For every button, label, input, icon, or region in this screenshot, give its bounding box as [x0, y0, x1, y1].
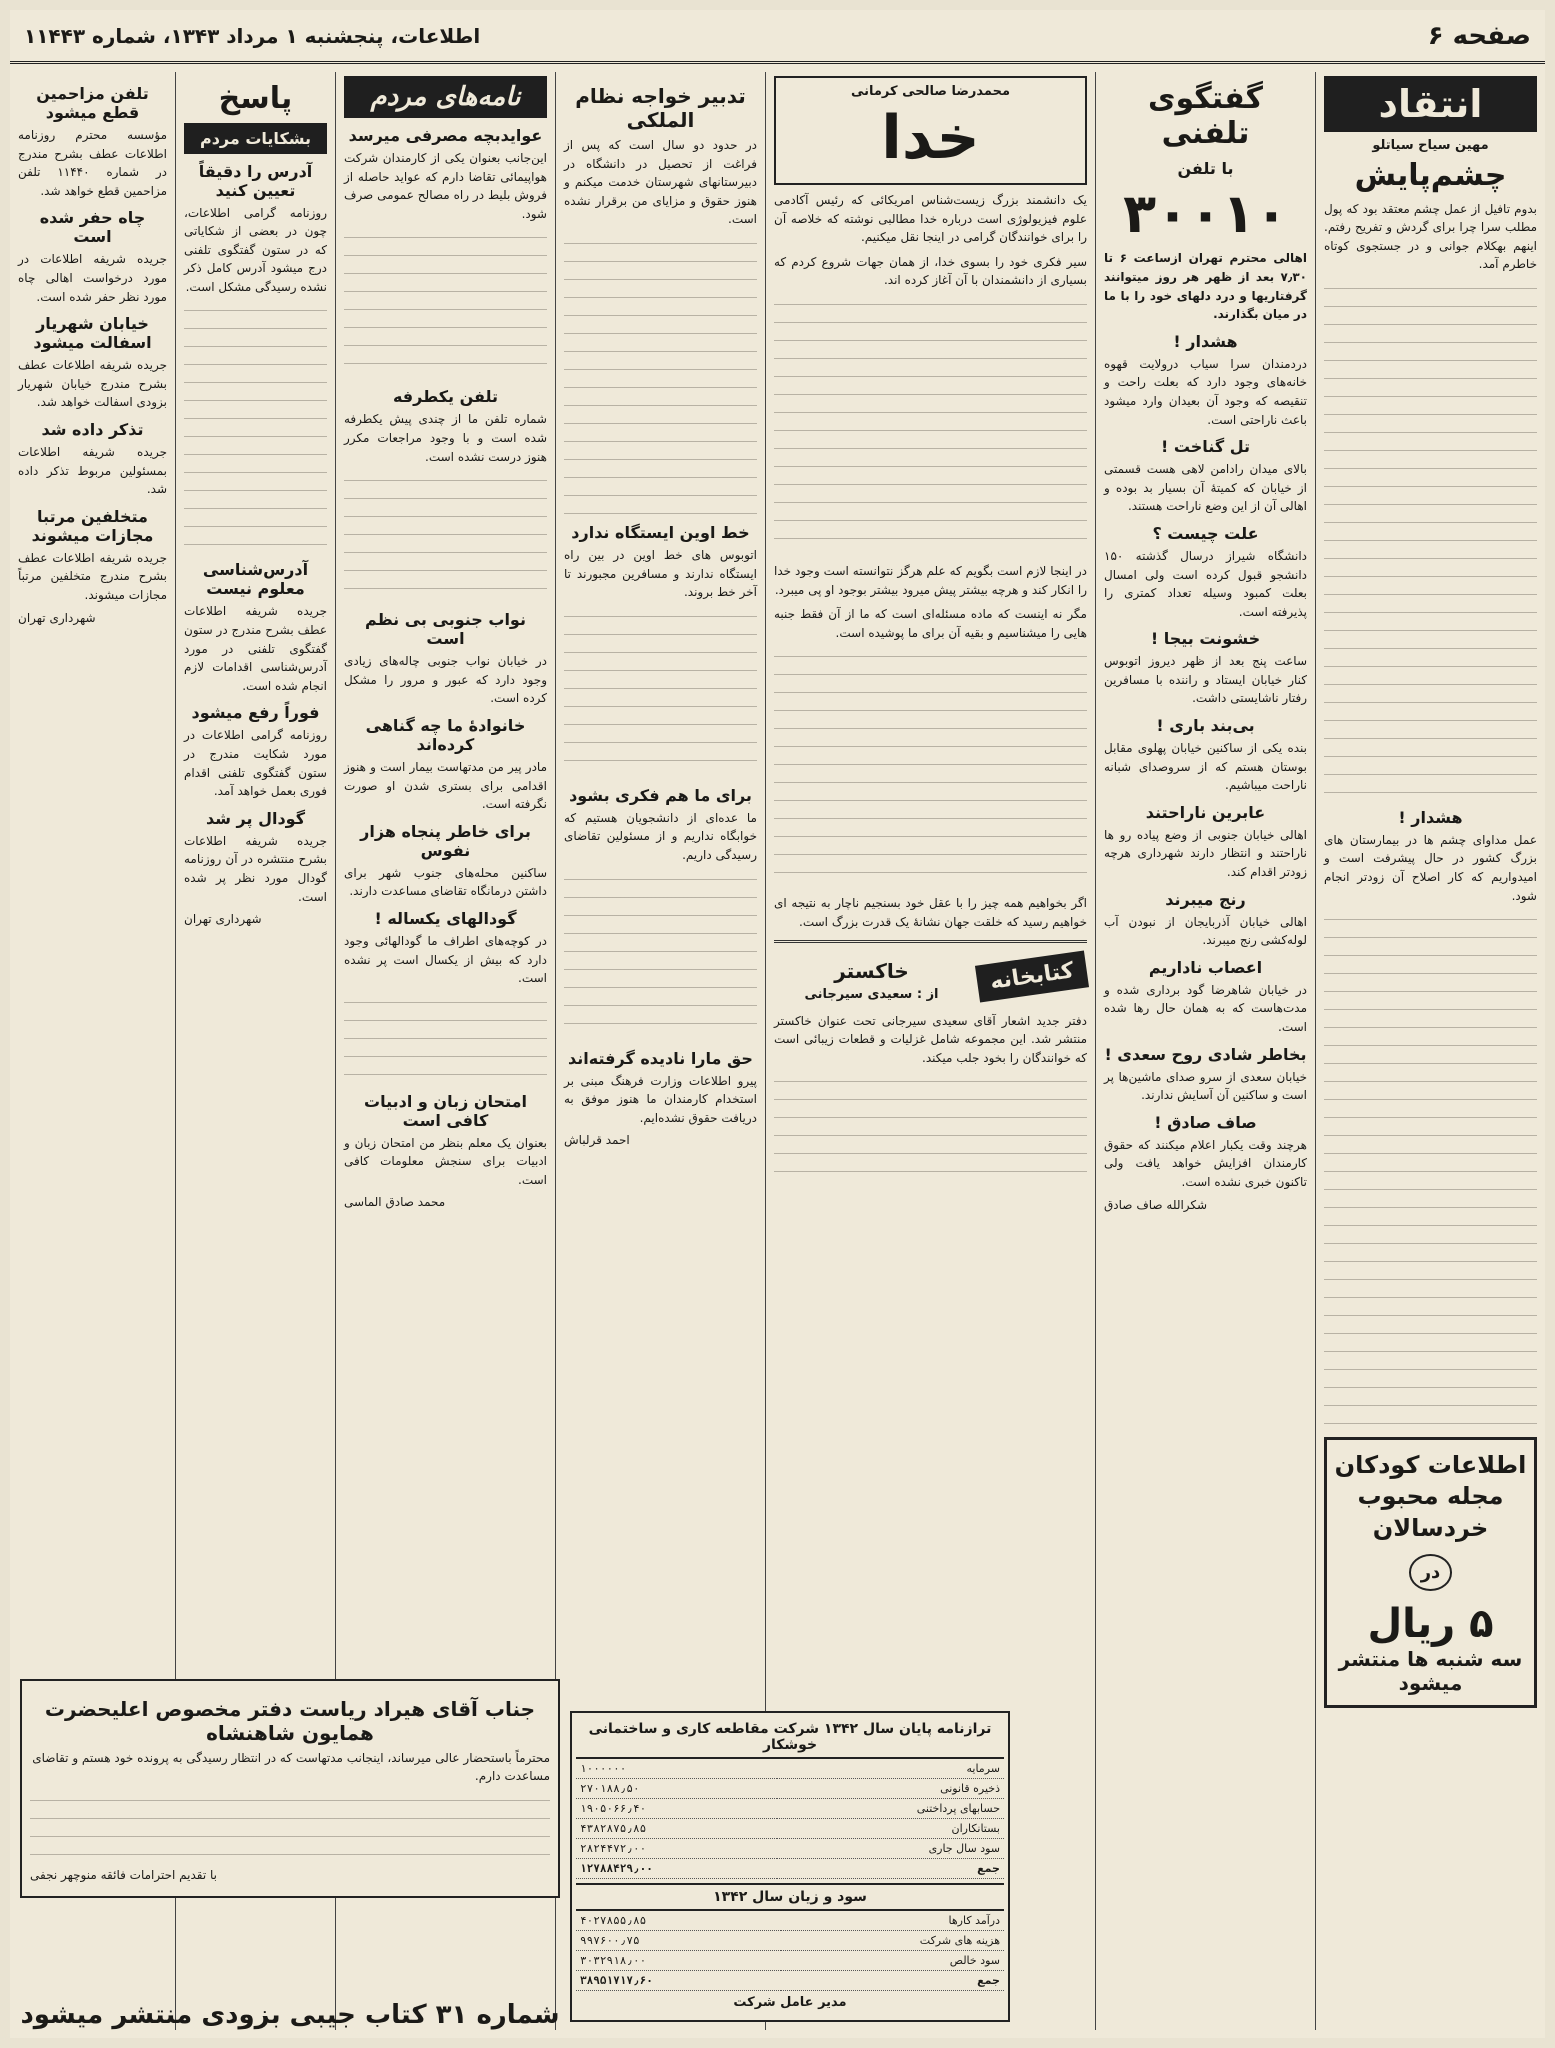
- left-b4: جریده شریفه اطلاعات بمسئولین مربوط تذکر داده شد.: [18, 444, 167, 497]
- response-b1: روزنامه گرامی اطلاعات، چون در بعضی از شکایاتی که در ستون گفتگوی تلفنی درج میشود آدرس کامل ذکر نشده رسیدگی مشکل است.: [184, 205, 327, 294]
- kids-ad-title: اطلاعات کودکان مجله محبوب خردسالان: [1334, 1451, 1527, 1542]
- phone-number: ۳۰۰۱۰: [1123, 182, 1288, 245]
- kids-ad-price: ۵ ریال: [1367, 1600, 1494, 1647]
- notice-text-block: [30, 1792, 550, 1862]
- left-signature: شهرداری تهران: [18, 610, 96, 625]
- letters-badge: نامه‌های مردم: [344, 76, 547, 118]
- response-b2: جریده شریفه اطلاعات عطف بشرح مندرج در ستون گفتگوی تلفنی در مورد آدرس‌شناسی اقدامات لازم انجام شده است.: [184, 604, 327, 693]
- column-phone: [1095, 72, 1315, 2030]
- enteghad-title: چشم‌پایش: [1354, 158, 1507, 193]
- pl-title: سود و زیان سال ۱۳۴۲: [576, 1883, 1004, 1911]
- left-t3: خیابان شهریار اسفالت میشود: [33, 314, 152, 353]
- table-row: ذخیره قانونی ۲۷۰۱۸۸٫۵۰: [576, 1779, 1004, 1799]
- enteghad-text-block-2: [1324, 911, 1537, 1431]
- nezam-signature: احمد قرلباش: [564, 1133, 630, 1148]
- phone-b10: هرچند وقت یکبار اعلام میکنند که حقوق کارمندان افزایش خواهد یافت ولی تاکنون خبری نشده است.: [1104, 1137, 1307, 1189]
- phone-b9: خیابان سعدی از سرو صدای ماشین‌ها پر است و ساکنین آن آسایش ندارند.: [1104, 1069, 1307, 1103]
- khoda-body-4: مگر نه اینست که ماده مسئله‌ای است که ما از آن فقط جنبه هایی را میشناسیم و بقیه آن برای ما پوشیده است.: [774, 607, 1087, 640]
- phone-intro: اهالی محترم تهران ازساعت ۶ تا ۷٫۳۰ بعد از ظهر هر روز میتوانند گرفتاریها و درد دلهای خود را با ما در میان بگذارند.: [1104, 251, 1307, 322]
- letters-title-5: برای خاطر پنجاه هزار نفوس: [360, 821, 531, 860]
- finance-title: ترازنامه پایان سال ۱۳۴۲ شرکت مقاطعه کاری و ساختمانی خوشکار: [576, 1717, 1004, 1759]
- table-total-row: جمع ۱۲۷۸۸۴۲۹٫۰۰: [576, 1859, 1004, 1879]
- khoda-body-3: در اینجا لازم است بگویم که علم هرگز نتوانسته است وجود خدا را انکار کند و هرچه بیشتر پیش میرود بیشتر بوجود او پی میبرد.: [774, 563, 1087, 597]
- page-number: صفحه ۶: [1427, 20, 1531, 51]
- letters-text-block-1: [344, 229, 547, 379]
- enteghad-sub-1: هشدار !: [1398, 807, 1463, 827]
- poem-text-block: [774, 1073, 1087, 1183]
- masthead: [10, 10, 1545, 64]
- phone-s4: خشونت بیجا !: [1150, 629, 1261, 649]
- nezam-body-1: در حدود دو سال است که پس از فراغت از تحصیل در دانشگاه در دبیرستانهای شهرستان خدمت میکنم و هنوز حقوق و مزایای من برقرار نشده است.: [564, 138, 757, 227]
- response-t1: آدرس را دقیقاً تعیین کنید: [198, 161, 313, 200]
- left-b5: جریده شریفه اطلاعات عطف بشرح مندرج متخلفین مرتباً مجازات میشوند.: [18, 550, 167, 602]
- letters-title-6: گودالهای یکساله !: [374, 908, 517, 928]
- phone-b8: در خیابان شاهرضا گود برداری شده و مدت‌هاست که به همان حال رها شده است.: [1104, 982, 1307, 1035]
- response-b4: جریده شریفه اطلاعات بشرح منتشره در آن روزنامه گودال مورد نظر پر شده است.: [184, 833, 327, 904]
- letters-text-block-2: [344, 472, 547, 602]
- phone-s8: اعصاب ناداریم: [1148, 957, 1263, 977]
- phone-b7: اهالی خیابان آذربایجان از نبودن آب لوله‌کشی رنج میبرند.: [1104, 914, 1307, 948]
- left-t1: تلفن مزاحمین قطع میشود: [36, 84, 149, 122]
- phone-b5: بنده یکی از ساکنین خیابان پهلوی مقابل بوستان هستم که از سروصدای شبانه ناراحت میباشیم.: [1104, 741, 1307, 793]
- phone-s9: بخاطر شادی روح سعدی !: [1104, 1044, 1307, 1064]
- khoda-body-5: اگر بخواهیم همه چیز را با عقل خود بسنجیم ناچار به نتیجه ای خواهیم رسید که خلقت جهان نشانهٔ یک قدرت بزرگ است.: [774, 896, 1087, 929]
- left-t2: چاه حفر شده است: [39, 208, 146, 247]
- left-b2: جریده شریفه اطلاعات در مورد درخواست اهالی چاه مورد نظر حفر شده است.: [18, 252, 167, 304]
- enteghad-badge: انتقاد: [1324, 76, 1537, 132]
- enteghad-body-2: عمل مداوای چشم ها در بیمارستان های بزرگ کشور در حال پیشرفت است و امیدواریم که کار اصلاح آن زودتر انجام شود.: [1324, 832, 1537, 903]
- phone-s1: هشدار !: [1173, 331, 1238, 351]
- nezam-title-3: برای ما هم فکری بشود: [569, 785, 752, 805]
- letters-body-3: در خیابان نواب جنوبی چاله‌های زیادی وجود دارد که عبور و مرور را مشکل کرده است.: [344, 654, 547, 706]
- pocket-book-banner: شماره ۳۱ کتاب جیبی بزودی منتشر میشود: [20, 2000, 560, 2030]
- table-row: سود خالص ۳۰۳۲۹۱۸٫۰۰: [576, 1951, 1004, 1971]
- left-b1: مؤسسه محترم روزنامه اطلاعات عطف بشرح مندرج در شماره ۱۱۴۴۰ تلفن مزاحمین قطع خواهد شد.: [18, 128, 167, 198]
- letters-body-1: این‌جانب بعنوان یکی از کارمندان شرکت هواپیمائی تقاضا دارم که عواید حاصله از فروش بلیط در راه مصالح عمومی صرف شود.: [344, 151, 547, 221]
- balance-table: [576, 1759, 1004, 1879]
- letters-signature: محمد صادق الماسی: [344, 1195, 446, 1210]
- phone-b1: دردمندان سرا سیاب درولایت قهوه خانه‌های وجود دارد که بعلت راحت و تنقیصه که وجود آن بعیدان وارد میشود باعث ناراحتی است.: [1104, 356, 1307, 427]
- khoda-header: [774, 76, 1087, 185]
- nezam-title-4: حق مارا نادیده گرفته‌اند: [568, 1048, 753, 1068]
- letters-title-2: تلفن یکطرفه: [392, 387, 499, 407]
- phone-s5: بی‌بند باری !: [1156, 716, 1255, 736]
- nezam-text-block-2: [564, 608, 757, 778]
- books-header: [774, 951, 1087, 1008]
- table-row: درآمد کارها ۴۰۲۷۸۵۵٫۸۵: [576, 1911, 1004, 1931]
- poem-author: از : سعیدی سیرجانی: [804, 986, 939, 1002]
- letters-body-4: مادر پیر من مدتهاست بیمار است و هنوز اقدامی برای بستری شدن او صورت نگرفته است.: [344, 759, 547, 812]
- phone-b6: اهالی خیابان جنوبی از وضع پیاده رو ها ناراحتند و انتظار دارند شهرداری هرچه زودتر اقدام کند.: [1104, 827, 1307, 880]
- table-row: سرمایه ۱۰۰۰۰۰۰: [576, 1759, 1004, 1779]
- nezam-text-block-3: [564, 871, 757, 1041]
- nezam-body-2: اتوبوس های خط اوین در بین راه ایستگاه ندارند و مسافرین مجبورند تا آخر خط بروند.: [564, 547, 757, 600]
- left-b3: جریده شریفه اطلاعات عطف بشرح مندرج خیابان شهریار بزودی اسفالت خواهد شد.: [18, 358, 167, 410]
- response-t2: آدرس‌شناسی معلوم نیست: [202, 560, 309, 599]
- khoda-body-2: سیر فکری خود را بسوی خدا، از همان جهات شروع کردم که بسیاری از دانشمندان با آن آغاز کرده اند.: [774, 254, 1087, 288]
- nezam-title-2: خط اوین ایستگاه ندارد: [571, 522, 750, 542]
- letters-body-7: بعنوان یک معلم بنظر من امتحان زبان و ادبیات برای سنجش معلومات کافی است.: [344, 1135, 547, 1187]
- phone-s7: رنج میبرند: [1165, 889, 1246, 909]
- response-b3: روزنامه گرامی اطلاعات در مورد شکایت مندرج در ستون گفتگوی تلفنی اقدام فوری بعمل خواهد آمد.: [184, 728, 327, 799]
- nezam-body-3: ما عده‌ای از دانشجویان هستیم که خوابگاه نداریم و از مسئولین تقاضای رسیدگی داریم.: [564, 810, 757, 862]
- notice-signature: با تقدیم احترامات فائقه منوچهر نجفی: [30, 1868, 218, 1882]
- response-subtitle: بشکایات مردم: [184, 123, 327, 154]
- enteghad-body-1: بدوم تافیل از عمل چشم معتقد بود که پول مطلب سرا چرا برای گردش و تفریح رفتم. اینهم بهکلام جوانی و در جستجوی کوتاه خاطرم آمد.: [1324, 201, 1537, 272]
- letters-body-2: شماره تلفن ما از چندی پیش یکطرفه شده است و با وجود مراجعات مکرر هنوز درست نشده است.: [344, 412, 547, 464]
- table-row: سود سال جاری ۲۸۲۴۴۷۲٫۰۰: [576, 1839, 1004, 1859]
- notice-box: [20, 1679, 560, 1898]
- notice-title: جناب آقای هیراد ریاست دفتر مخصوص اعلیحضرت همایون شاهنشاه: [44, 1696, 536, 1745]
- notice-body: محترماً باستحضار عالی میرساند، اینجانب مدتهاست که در انتظار رسیدگی به پرونده خود هستم و تقاضای مساعدت دارم.: [32, 1750, 550, 1784]
- newspaper-page: [10, 10, 1545, 2038]
- poem-title: خاکستر: [834, 958, 909, 983]
- finance-manager: مدیر عامل شرکت: [733, 1995, 847, 2010]
- phone-s6: عابرین ناراحتند: [1145, 802, 1266, 822]
- table-total-row: جمع ۳۸۹۵۱۷۱۷٫۶۰: [576, 1971, 1004, 1991]
- phone-s2: تل گناخت !: [1160, 437, 1251, 457]
- nezam-body-4: پیرو اطلاعات وزارت فرهنگ مبنی بر استخدام کارمندان ما هنوز موفق به دریافت حقوق نشده‌ایم.: [564, 1073, 757, 1125]
- letters-title-3: نواب جنوبی بی نظم است: [365, 610, 526, 649]
- books-badge: کتابخانه: [975, 950, 1089, 1002]
- column-enteghad: [1315, 72, 1545, 2030]
- pl-table: [576, 1911, 1004, 1991]
- response-signature: شهرداری تهران: [184, 912, 262, 927]
- letters-title-7: امتحان زبان و ادبیات کافی است: [364, 1091, 527, 1130]
- kids-magazine-ad: [1324, 1437, 1537, 1708]
- table-row: حسابهای پرداختنی ۱۹۰۵۰۶۶٫۴۰: [576, 1799, 1004, 1819]
- table-row: هزینه های شرکت ۹۹۷۶۰۰٫۷۵: [576, 1931, 1004, 1951]
- phone-s3: علت چیست ؟: [1152, 523, 1259, 543]
- left-t4: تذکر داده شد: [41, 419, 144, 439]
- phone-subtitle: با تلفن: [1177, 159, 1234, 178]
- khoda-body-1: یک دانشمند بزرگ زیست‌شناس امریکائی که رئیس آکادمی علوم فیزیولوژی است درباره خدا مطالبی نوشته که خلاصه آن را برای خوانندگان گرامی در اینجا نقل میکنیم.: [774, 193, 1087, 245]
- phone-b4: ساعت پنج بعد از ظهر دیروز اتوبوس کنار خیابان ایستاد و راننده با مسافرین رفتار ناشایستی داشت.: [1104, 654, 1307, 706]
- enteghad-author: مهین سیاح سیاتلو: [1372, 138, 1489, 153]
- phone-title: گفتگوی تلفنی: [1147, 81, 1264, 151]
- letters-body-5: ساکنین محله‌های جنوب شهر برای داشتن درمانگاه تقاضای مساعدت دارند.: [344, 865, 547, 899]
- phone-b3: دانشگاه شیراز درسال گذشته ۱۵۰ دانشجو قبول کرده است ولی امسال بعلت کمبود وسیله تعداد کمتری را پذیرفته است.: [1104, 548, 1307, 619]
- poem-body: دفتر جدید اشعار آقای سعیدی سیرجانی تحت عنوان خاکستر منتشر شد. این مجموعه شامل غزلیات و قطعات زیبائی است که خوانندگان را بخود جلب میکند.: [774, 1013, 1087, 1065]
- phone-signature: شکرالله صاف صادق: [1104, 1197, 1208, 1212]
- enteghad-text-block: [1324, 280, 1537, 800]
- khoda-title: خدا: [881, 103, 980, 173]
- finance-box: [570, 1711, 1010, 2022]
- khoda-text-block: [774, 296, 1087, 556]
- khoda-text-block-2: [774, 648, 1087, 888]
- issue-line: اطلاعات، پنجشنبه ۱ مرداد ۱۳۴۳، شماره ۱۱۴۴۳: [24, 23, 481, 48]
- kids-ad-days: سه شنبه ها منتشر میشود: [1338, 1646, 1523, 1695]
- table-row: بستانکاران ۴۳۸۲۸۷۵٫۸۵: [576, 1819, 1004, 1839]
- response-t3: فوراً رفع میشود: [191, 703, 320, 723]
- letters-body-6: در کوچه‌های اطراف ما گودالهائی وجود دارد که بیش از یکسال است پر نشده است.: [344, 933, 547, 986]
- left-t5: متخلفین مرتبا مجازات میشوند: [31, 506, 154, 545]
- letters-text-block-3: [344, 994, 547, 1084]
- response-t4: گودال پر شد: [206, 808, 305, 828]
- response-title: پاسخ: [218, 81, 293, 116]
- letters-title-4: خانوادهٔ ما چه گناهی کرده‌اند: [365, 715, 526, 754]
- nezam-text-block: [564, 235, 757, 515]
- phone-s10: صاف صادق !: [1154, 1112, 1257, 1132]
- kids-ad-stamp: در: [1409, 1554, 1453, 1591]
- khoda-author: محمدرضا صالحی کرمانی: [850, 84, 1011, 99]
- letters-title-1: عوایدبچه مصرفی میرسد: [348, 126, 543, 145]
- response-text-block: [184, 302, 327, 552]
- nezam-title: تدبیر خواجه نظام الملکی: [575, 84, 746, 132]
- phone-b2: بالای میدان رادامن لاهی هست قسمتی از خیابان که کمیتهٔ آن بسیار بد بوده و اهالی آن از این وضع ناراحت هستند.: [1104, 462, 1307, 514]
